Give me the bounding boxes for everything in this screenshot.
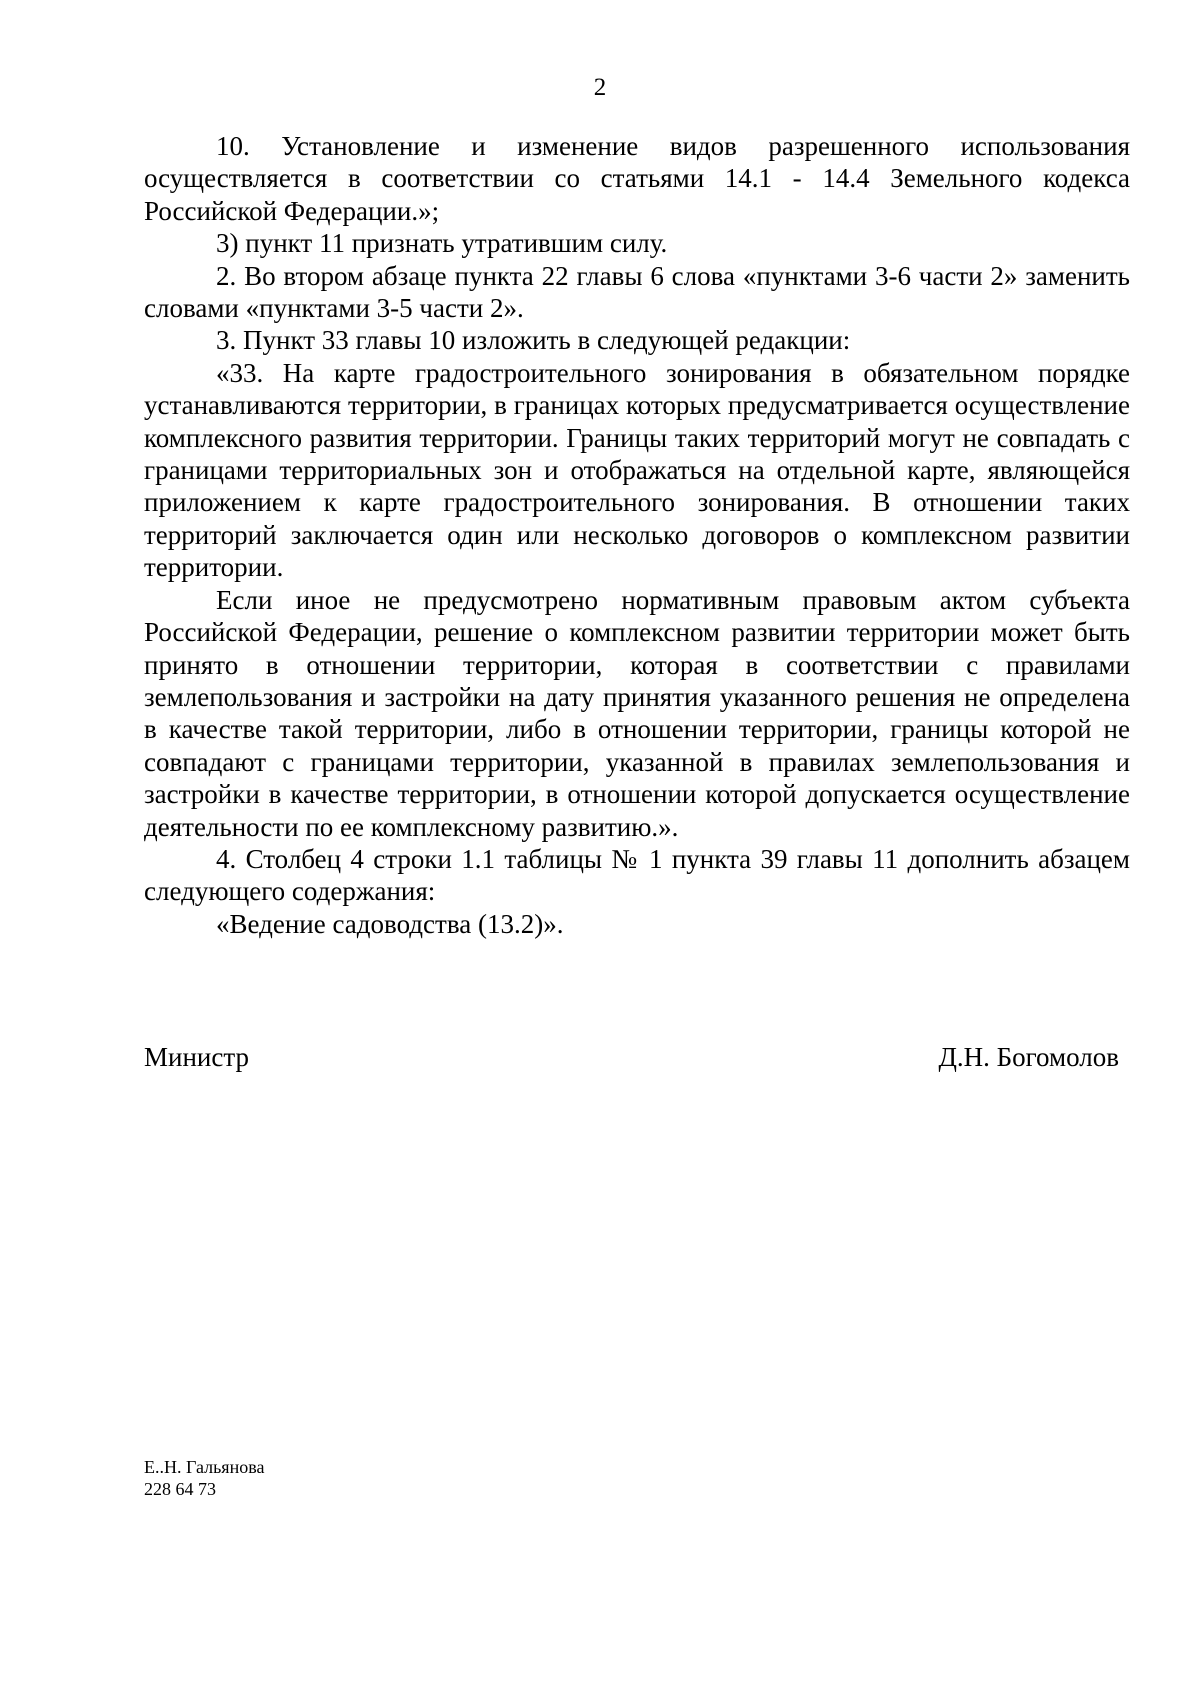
executor-block [144,1456,264,1500]
signatory-title: Министр [144,1042,249,1072]
signatory-name: Д.Н. Богомолов [938,1042,1119,1072]
paragraph-point-4: 4. Столбец 4 строки 1.1 таблицы № 1 пункта 39 главы 11 дополнить абзацем следующего содержания: [144,843,1130,907]
document-body [144,130,1130,940]
executor-phone: 228 64 73 [144,1479,216,1499]
paragraph-item-10: 10. Установление и изменение видов разрешенного использования осуществляется в соответствии со статьями 14.1 - 14.4 Земельного кодекса Российской Федерации.»; [144,131,1130,226]
paragraph-subitem-3: 3) пункт 11 признать утратившим силу. [216,228,668,259]
page-number: 2 [593,74,607,101]
paragraph-quote-33-continued: Если иное не предусмотрено нормативным правовым актом субъекта Российской Федерации, решение о комплексном развитии территории может быть принято в отношении территории, которая в соответствии с правилами землепользования и застройки на дату принятия указанного решения не определена в качестве такой территории, либо в отношении территории, границы которой не совпадают с границами территории, указанной в правилах землепользования и застройки в качестве территории, в отношении которой допускается осуществление деятельности по ее комплексному развитию.». [144,584,1130,842]
paragraph-quote-gardening: «Ведение садоводства (13.2)». [216,908,564,939]
executor-name: Е..Н. Гальянова [144,1457,265,1477]
paragraph-point-3: 3. Пункт 33 главы 10 изложить в следующей редакции: [216,325,851,356]
paragraph-quote-33: «33. На карте градостроительного зонирования в обязательном порядке устанавливаются территории, в границах которых предусматривается осуществление комплексного развития территории. Границы таких территорий могут не совпадать с границами территориальных зон и отображаться на отдельной карте, являющейся приложением к карте градостроительного зонирования. В отношении таких территорий заключается один или несколько договоров о комплексном развитии территории. [144,357,1130,583]
paragraph-point-2: 2. Во втором абзаце пункта 22 главы 6 слова «пунктами 3-6 части 2» заменить словами «пунктами 3-5 части 2». [144,260,1130,324]
